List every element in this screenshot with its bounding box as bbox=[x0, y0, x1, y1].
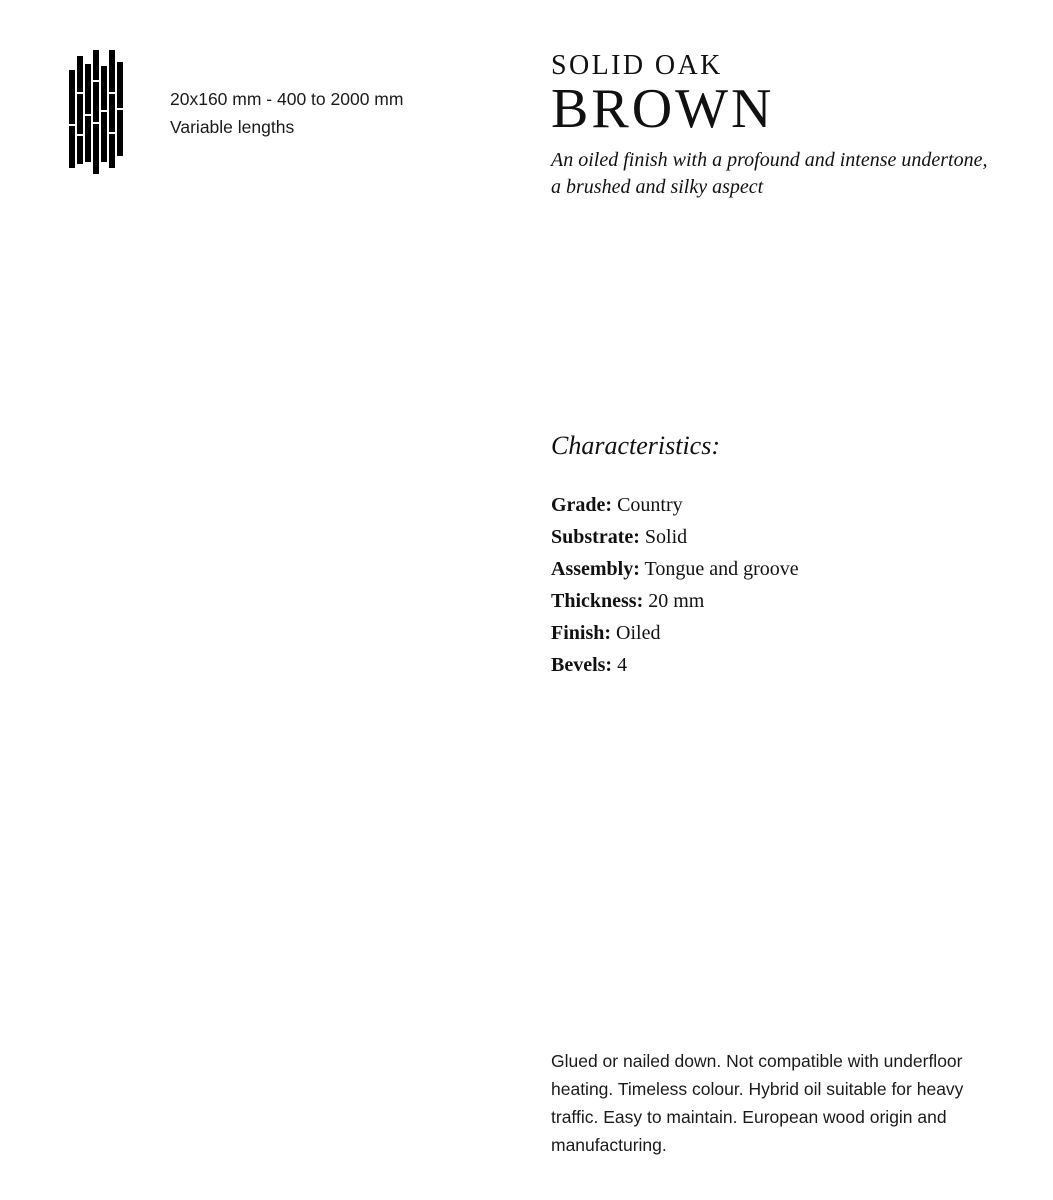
product-header bbox=[551, 50, 1021, 201]
characteristic-label: Finish: bbox=[551, 622, 612, 644]
characteristic-grade bbox=[551, 489, 1011, 521]
characteristic-label: Thickness: bbox=[551, 590, 644, 612]
characteristic-assembly bbox=[551, 553, 1011, 585]
dimensions-block bbox=[170, 85, 403, 141]
product-title: BROWN bbox=[551, 78, 775, 140]
characteristic-value: 4 bbox=[617, 654, 628, 676]
characteristic-value: Tongue and groove bbox=[644, 558, 799, 580]
characteristic-label: Substrate: bbox=[551, 526, 640, 548]
characteristic-label: Bevels: bbox=[551, 654, 613, 676]
characteristic-value: Oiled bbox=[616, 622, 661, 644]
dimensions-lengths: Variable lengths bbox=[170, 117, 295, 137]
characteristic-finish bbox=[551, 617, 1011, 649]
characteristic-bevels bbox=[551, 649, 1011, 681]
product-description: Glued or nailed down. Not compatible with underfloor heating. Timeless colour. Hybrid oil suitable for heavy traffic. Easy to maintain. European wood origin and manufacturing. bbox=[551, 1051, 964, 1155]
product-subtitle: An oiled finish with a profound and intense undertone, a brushed and silky aspect bbox=[551, 149, 988, 198]
characteristic-thickness bbox=[551, 585, 1011, 617]
characteristics-section bbox=[551, 430, 1011, 681]
variable-length-planks-icon bbox=[69, 50, 129, 174]
characteristic-value: Solid bbox=[644, 526, 688, 548]
characteristic-substrate bbox=[551, 521, 1011, 553]
characteristics-heading: Characteristics: bbox=[551, 431, 720, 460]
characteristic-value: Country bbox=[617, 494, 683, 516]
product-kicker: SOLID OAK bbox=[551, 50, 723, 81]
characteristic-label: Grade: bbox=[551, 494, 613, 516]
characteristic-value: 20 mm bbox=[648, 590, 705, 612]
dimensions-size: 20x160 mm - 400 to 2000 mm bbox=[170, 89, 404, 109]
characteristic-label: Assembly: bbox=[551, 558, 640, 580]
